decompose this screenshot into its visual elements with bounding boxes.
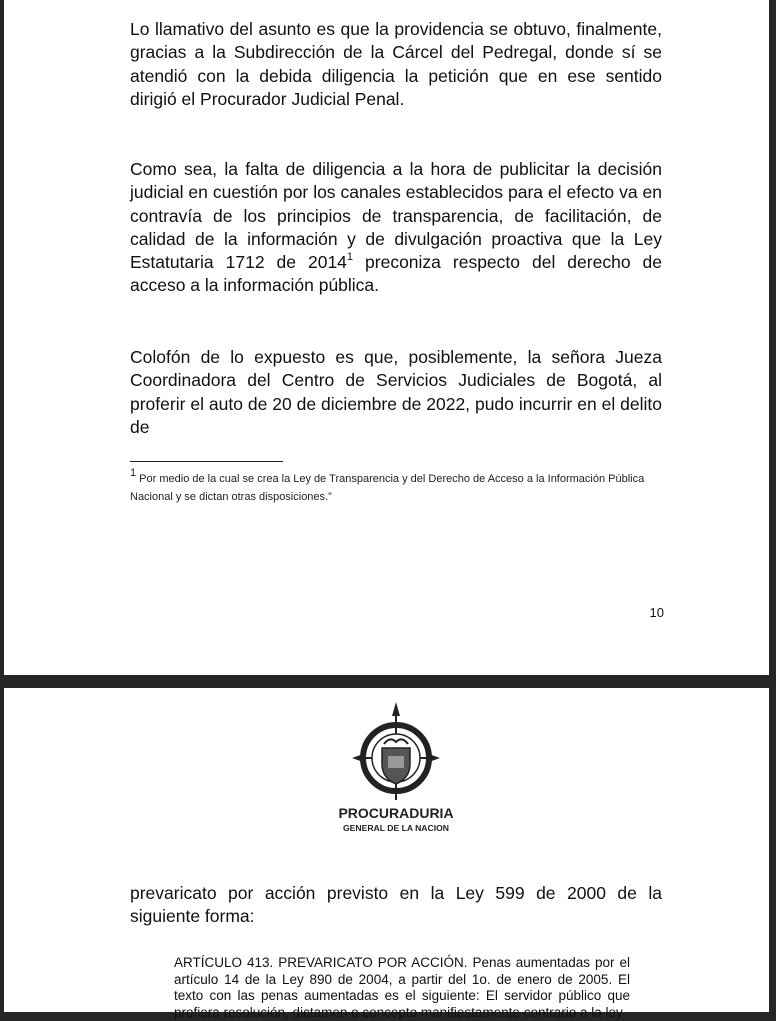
footnote-reference: 1 (346, 251, 354, 264)
paragraph-colofon: Colofón de lo expuesto es que, posiblemente, la señora Jueza Coordinadora del Centro de Servicios Judiciales de Bogotá, al proferir el auto de 20 de diciembre de 2022, pudo incurrir en el delito de (130, 347, 662, 437)
page-number: 10 (649, 605, 664, 620)
paragraph-pedregal: Lo llamativo del asunto es que la providencia se obtuvo, finalmente, gracias a la Subdirección de la Cárcel del Pedregal, donde sí se atendió con la debida diligencia la petición que en ese sentido dirigió el Procurador Judicial Penal. (130, 19, 662, 109)
logo-line-1: PROCURADURIA (338, 805, 454, 821)
paragraph-transparency-text: Como sea, la falta de diligencia a la hora de publicitar la decisión judicial en cuestión por los canales establecidos para el efecto va en contravía de los principios de transparencia, de facilitación, de calidad de la información y de divulgación proactiva que la Ley Estatutaria 1712 de 2014 (130, 159, 662, 273)
footnote (130, 467, 670, 506)
paragraph-transparency-text-end: preconiza respecto del derecho de acceso a la información pública. (130, 252, 662, 296)
document-page-11 (4, 688, 769, 1020)
procuraduria-logo (338, 700, 454, 840)
footnote-mark: 1 (130, 467, 137, 480)
document-page-10 (4, 0, 769, 675)
paragraph-transparency (130, 158, 662, 298)
logo-line-2: GENERAL DE LA NACION (343, 823, 449, 833)
paragraph-prevaricato: prevaricato por acción previsto en la Ley 599 de 2000 de la siguiente forma: (130, 883, 662, 927)
footnote-separator (130, 461, 283, 462)
footnote-text: Por medio de la cual se crea la Ley de Transparencia y del Derecho de Acceso a la Información Pública Nacional y se dictan otras disposiciones.” (130, 473, 645, 503)
quoted-article-413: ARTÍCULO 413. PREVARICATO POR ACCIÓN. Penas aumentadas por el artículo 14 de la Ley 890 de 2004, a partir del 1o. de enero de 2005. El texto con las penas aumentadas es el siguiente: El servidor público que profiera resolución, dictamen o concepto manifiestamente contrario a la ley (174, 955, 630, 1020)
